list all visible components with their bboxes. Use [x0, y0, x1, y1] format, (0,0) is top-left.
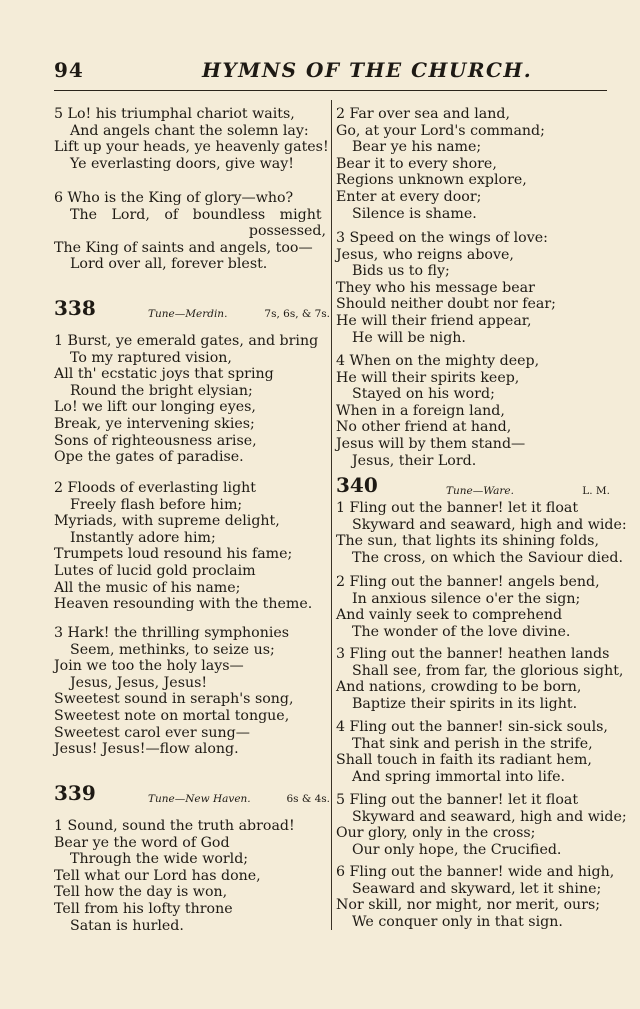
- verse-line: Ope the gates of paradise.: [54, 449, 244, 466]
- verse-line: Bear ye his name;: [352, 139, 482, 156]
- verse-line: Seem, methinks, to seize us;: [70, 641, 275, 658]
- verse-line: And vainly seek to comprehend: [336, 607, 563, 624]
- meter: 6s & 4s.: [286, 793, 330, 805]
- verse-line: Instantly adore him;: [70, 529, 216, 546]
- verse-line: Satan is hurled.: [70, 917, 184, 934]
- verse-line: Lift up your heads, ye heavenly gates!: [54, 139, 329, 156]
- hymn-339-verse-1: [54, 818, 330, 934]
- verse-line: Round the bright elysian;: [70, 382, 253, 399]
- verse-line: Skyward and seaward, high and wide:: [352, 516, 627, 533]
- verse-line: 2 Floods of everlasting light: [54, 480, 257, 496]
- verse-line: Sons of righteousness arise,: [54, 432, 257, 449]
- tune-name: Tune—Ware.: [446, 485, 514, 497]
- verse-line: 5 Fling out the banner! let it float: [336, 792, 579, 808]
- verse-line: To my raptured vision,: [70, 349, 232, 366]
- column-divider: [331, 100, 332, 930]
- verse-line: Stayed on his word;: [352, 386, 495, 403]
- verse-line: The Lord, of boundless might: [70, 206, 322, 223]
- verse-line: Lutes of lucid gold proclaim: [54, 562, 256, 579]
- hymn-340-verse-1: [336, 500, 627, 566]
- verse-line: Seaward and skyward, let it shine;: [352, 880, 602, 897]
- verse-line: And nations, crowding to be born,: [336, 679, 582, 696]
- verse-line: Tell how the day is won,: [54, 884, 228, 901]
- verse-line: Tell what our Lord has done,: [54, 867, 261, 884]
- verse-line: He will be nigh.: [352, 329, 466, 346]
- verse-line: Sweetest carol ever sung—: [54, 724, 250, 741]
- verse-line: Regions unknown explore,: [336, 172, 527, 189]
- header-rule: [54, 90, 607, 91]
- verse-line: Skyward and seaward, high and wide;: [352, 808, 627, 825]
- hymn-340-verse-4: [336, 719, 612, 785]
- verse-cont-6: [54, 190, 330, 273]
- verse-line: Our only hope, the Crucified.: [352, 841, 562, 858]
- verse-line: That sink and perish in the strife,: [352, 735, 593, 752]
- verse-line: 1 Fling out the banner! let it float: [336, 500, 579, 516]
- verse-line: Join we too the holy lays—: [54, 658, 244, 675]
- verse-line: 1 Burst, ye emerald gates, and bring: [54, 333, 319, 349]
- verse-line: Shall touch in faith its radiant hem,: [336, 752, 592, 769]
- verse-line: The cross, on which the Saviour died.: [352, 549, 624, 566]
- tune-name: Tune—Merdin.: [148, 308, 228, 320]
- verse-line: Through the wide world;: [70, 851, 249, 868]
- hymn-340-verse-2: [336, 574, 612, 640]
- hymn-number: 338: [54, 296, 96, 320]
- verse-line: Shall see, from far, the glorious sight,: [352, 662, 624, 679]
- verse-line: Bear it to every shore,: [336, 155, 497, 172]
- hymn-340-verse-6: [336, 864, 615, 930]
- hymn-339-verse-2: [336, 106, 612, 222]
- verse-line: 3 Hark! the thrilling symphonies: [54, 625, 290, 641]
- verse-line: No other friend at hand,: [336, 419, 512, 436]
- verse-line: 1 Sound, sound the truth abroad!: [54, 818, 295, 834]
- hymn-338-header: [54, 296, 330, 322]
- verse-line: Jesus! Jesus!—flow along.: [54, 741, 239, 758]
- hymn-340-header: [336, 473, 612, 499]
- verse-line: Jesus, who reigns above,: [336, 246, 514, 263]
- verse-cont-5: [54, 106, 330, 172]
- verse-line: Enter at every door;: [336, 188, 482, 205]
- verse-line: All the music of his name;: [54, 579, 241, 596]
- verse-line: Jesus, their Lord.: [352, 452, 477, 469]
- verse-line: Bear ye the word of God: [54, 834, 230, 851]
- hymn-339-verse-3: [336, 230, 612, 346]
- verse-line: When in a foreign land,: [336, 402, 505, 419]
- verse-line: Jesus, Jesus, Jesus!: [70, 674, 208, 691]
- verse-line: Freely flash before him;: [70, 496, 243, 513]
- verse-line: And spring immortal into life.: [352, 768, 566, 785]
- verse-line: He will their spirits keep,: [336, 369, 520, 386]
- verse-line: Tell from his lofty throne: [54, 900, 233, 917]
- hymn-number: 339: [54, 781, 96, 805]
- hymn-340-verse-3: [336, 646, 624, 712]
- page-number: 94: [54, 58, 84, 82]
- verse-line: Break, ye intervening skies;: [54, 415, 255, 432]
- hymn-340-verse-5: [336, 792, 627, 858]
- verse-line: Sweetest sound in seraph's song,: [54, 691, 294, 708]
- verse-line: Sweetest note on mortal tongue,: [54, 707, 290, 724]
- verse-line: Jesus will by them stand—: [336, 435, 526, 452]
- verse-line: 6 Who is the King of glory—who?: [54, 190, 294, 206]
- verse-line: Heaven resounding with the theme.: [54, 596, 313, 613]
- verse-line: Baptize their spirits in its light.: [352, 695, 578, 712]
- verse-line: Myriads, with supreme delight,: [54, 513, 280, 530]
- verse-line: 5 Lo! his triumphal chariot waits,: [54, 106, 295, 122]
- verse-line: Lord over all, forever blest.: [70, 256, 268, 273]
- verse-line: The wonder of the love divine.: [352, 623, 571, 640]
- verse-line: The King of saints and angels, too—: [54, 239, 313, 256]
- meter: L. M.: [582, 485, 610, 497]
- verse-line: All th' ecstatic joys that spring: [54, 366, 274, 383]
- verse-line: He will their friend appear,: [336, 312, 532, 329]
- verse-line: Trumpets loud resound his fame;: [54, 546, 293, 563]
- verse-line: 2 Far over sea and land,: [336, 106, 510, 122]
- verse-line: Silence is shame.: [352, 205, 477, 222]
- verse-line: 6 Fling out the banner! wide and high,: [336, 864, 615, 880]
- verse-line: Should neither doubt nor fear;: [336, 296, 556, 313]
- hymn-338-verse-3: [54, 625, 330, 758]
- verse-line: We conquer only in that sign.: [352, 913, 563, 930]
- hymn-339-header: [54, 781, 330, 807]
- verse-line: The sun, that lights its shining folds,: [336, 533, 599, 550]
- verse-line: In anxious silence o'er the sign;: [352, 590, 581, 607]
- verse-line: 3 Fling out the banner! heathen lands: [336, 646, 610, 662]
- verse-line: They who his message bear: [336, 279, 535, 296]
- hymn-number: 340: [336, 473, 378, 497]
- tune-name: Tune—New Haven.: [148, 793, 251, 805]
- hymn-339-verse-4: [336, 353, 612, 469]
- verse-line: Ye everlasting doors, give way!: [70, 155, 294, 172]
- verse-line: And angels chant the solemn lay:: [70, 122, 309, 139]
- verse-line: Lo! we lift our longing eyes,: [54, 399, 256, 416]
- verse-line: Nor skill, nor might, nor merit, ours;: [336, 897, 601, 914]
- verse-line: 4 When on the mighty deep,: [336, 353, 540, 369]
- verse-line: Our glory, only in the cross;: [336, 825, 536, 842]
- hymn-338-verse-2: [54, 480, 330, 613]
- verse-line: 3 Speed on the wings of love:: [336, 230, 548, 246]
- verse-line: 4 Fling out the banner! sin-sick souls,: [336, 719, 608, 735]
- running-head: HYMNS OF THE CHURCH.: [202, 58, 533, 82]
- hymn-338-verse-1: [54, 333, 330, 466]
- verse-line: possessed,: [248, 223, 326, 240]
- verse-line: 2 Fling out the banner! angels bend,: [336, 574, 600, 590]
- verse-line: Go, at your Lord's command;: [336, 122, 545, 139]
- verse-line: Bids us to fly;: [352, 263, 450, 280]
- meter: 7s, 6s, & 7s.: [264, 308, 330, 320]
